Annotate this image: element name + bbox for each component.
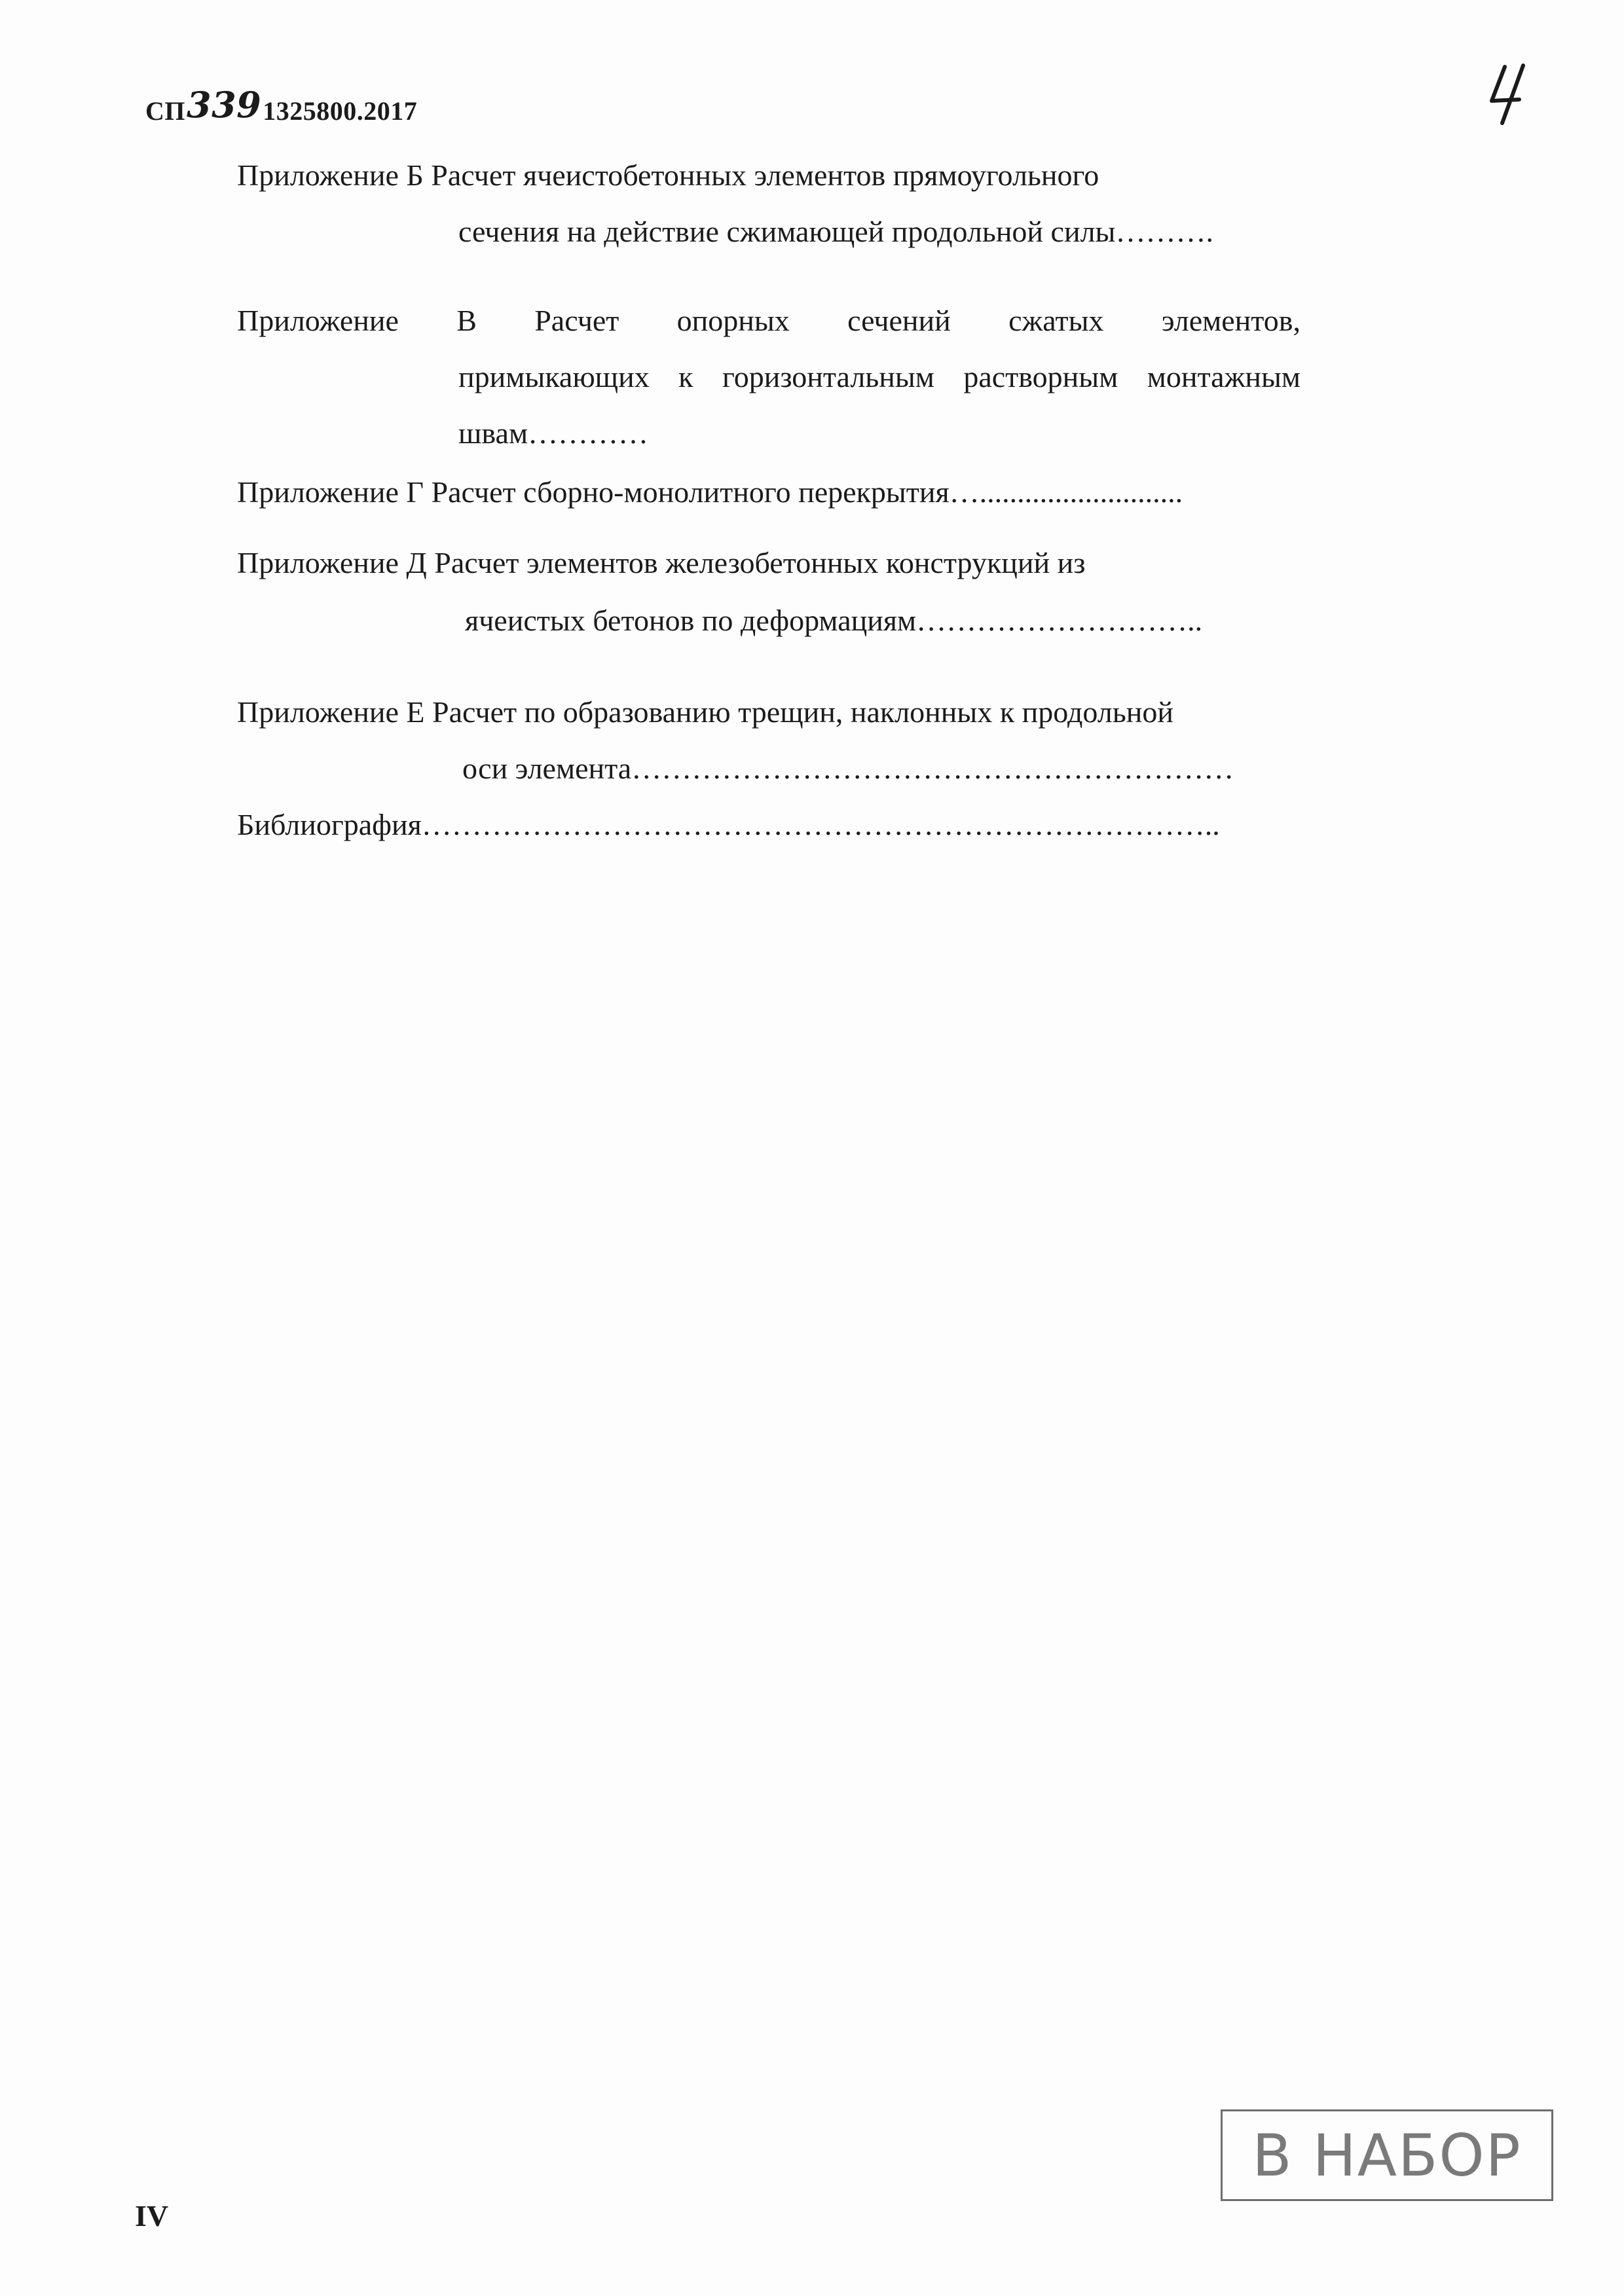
page-number: IV [135,2199,169,2232]
toc-appendix-d-line-1: Приложение Д Расчет элементов железобетонных конструкций из [237,546,1086,579]
document-code-handwritten-number: 339 [187,84,262,126]
toc-appendix-v-line-1: Приложение В Расчет опорных сечений сжатых элементов, [237,304,1301,337]
toc-appendix-b-line-1: Приложение Б Расчет ячеистобетонных элементов прямоугольного [237,158,1099,192]
toc-appendix-g-line-1: Приложение Г Расчет сборно-монолитного перекрытия…........................... [237,475,1183,509]
toc-appendix-e-line-1: Приложение Е Расчет по образованию трещин, наклонных к продольной [237,695,1173,729]
toc-appendix-v-line-3: швам………… [458,416,649,450]
typesetting-stamp [1221,2109,1553,2201]
document-code-suffix: 1325800.2017 [263,96,418,126]
toc-bibliography: Библиография…………………………………………………………………….. [237,808,1220,841]
toc-appendix-b-line-2: сечения на действие сжимающей продольной силы………. [458,215,1213,248]
toc-appendix-v-line-2: примыкающих к горизонтальным растворным монтажным [458,360,1301,393]
handwritten-page-mark [1485,63,1532,126]
document-code [145,86,417,128]
stamp-text: В НАБОР [1252,2121,1522,2189]
toc-appendix-e-line-2: оси элемента…………………………………………………… [462,752,1234,785]
document-code-prefix: СП [145,96,185,126]
toc-appendix-d-line-2: ячеистых бетонов по деформациям……………………….. [465,604,1203,637]
